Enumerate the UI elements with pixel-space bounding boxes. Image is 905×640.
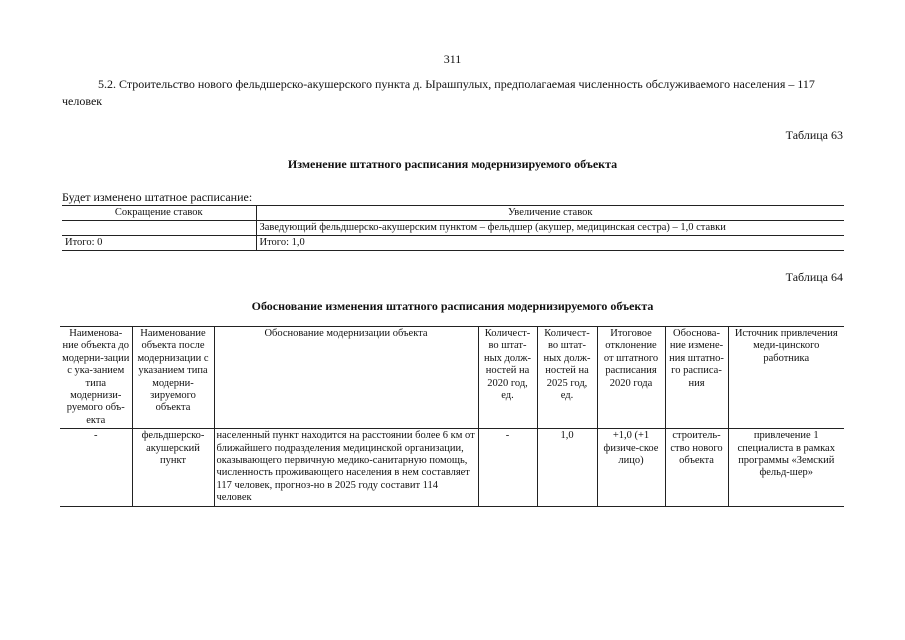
table-64-label: Таблица 64 bbox=[785, 270, 843, 284]
header-reduction: Сокращение ставок bbox=[62, 206, 256, 221]
table-cell: Итого: 1,0 bbox=[256, 236, 844, 251]
header-object-after: Наименование объекта после модернизации с указанием типа модерни-зируемого объекта bbox=[132, 327, 214, 429]
table-cell: - bbox=[60, 429, 132, 506]
header-modernization-reason: Обоснование модернизации объекта bbox=[214, 327, 478, 429]
table-cell: 1,0 bbox=[537, 429, 597, 506]
table-cell: фельдшерско-акушерский пункт bbox=[132, 429, 214, 506]
table-cell: строитель-ство нового объекта bbox=[665, 429, 728, 506]
table-cell: Итого: 0 bbox=[62, 236, 256, 251]
header-change-reason: Обоснова-ние измене-ния штатно-го расписа-ния bbox=[665, 327, 728, 429]
intro-paragraph: 5.2. Строительство нового фельдшерско-акушерского пункта д. Ырашпулых, предполагаемая численность обслуживаемого населения – 117 человек bbox=[62, 77, 815, 108]
header-staff-source: Источник привлечения меди-цинского работника bbox=[728, 327, 844, 429]
table-cell: +1,0 (+1 физиче-ское лицо) bbox=[597, 429, 665, 506]
table-header-row bbox=[60, 327, 844, 429]
table-row bbox=[60, 429, 844, 506]
table-64-title: Обоснование изменения штатного расписания модернизируемого объекта bbox=[251, 299, 654, 313]
table-cell bbox=[62, 221, 256, 236]
table-cell: Заведующий фельдшерско-акушерским пунктом – фельдшер (акушер, медицинская сестра) – 1,0 ставки bbox=[256, 221, 844, 236]
table-header-row bbox=[62, 206, 844, 221]
header-increase: Увеличение ставок bbox=[256, 206, 844, 221]
header-positions-2020: Количест-во штат-ных долж-ностей на 2020 год, ед. bbox=[478, 327, 537, 429]
page-number: 311 bbox=[443, 52, 462, 66]
table-cell: - bbox=[478, 429, 537, 506]
table-63-note: Будет изменено штатное расписание: bbox=[62, 190, 253, 204]
table-63-label: Таблица 63 bbox=[785, 128, 843, 142]
table-row bbox=[62, 221, 844, 236]
header-positions-2025: Количест-во штат-ных долж-ностей на 2025 год, ед. bbox=[537, 327, 597, 429]
table-cell: населенный пункт находится на расстоянии более 6 км от ближайшего подразделения медицинской организации, оказывающего первичную медико-санитарную помощь, численность проживающего населения в нем составляет 117 человек, прогноз-но в 2025 году составит 114 человек bbox=[214, 429, 478, 506]
table-cell: привлечение 1 специалиста в рамках программы «Земский фельд-шер» bbox=[728, 429, 844, 506]
table-63-title: Изменение штатного расписания модернизируемого объекта bbox=[287, 157, 618, 171]
header-object-before: Наименова-ние объекта до модерни-зации с ука-занием типа модернизи-руемого объ-екта bbox=[60, 327, 132, 429]
staffing-justification-table bbox=[60, 326, 844, 507]
table-row bbox=[62, 236, 844, 251]
header-total-deviation: Итоговое отклонение от штатного расписания 2020 года bbox=[597, 327, 665, 429]
staffing-change-table bbox=[62, 205, 844, 251]
